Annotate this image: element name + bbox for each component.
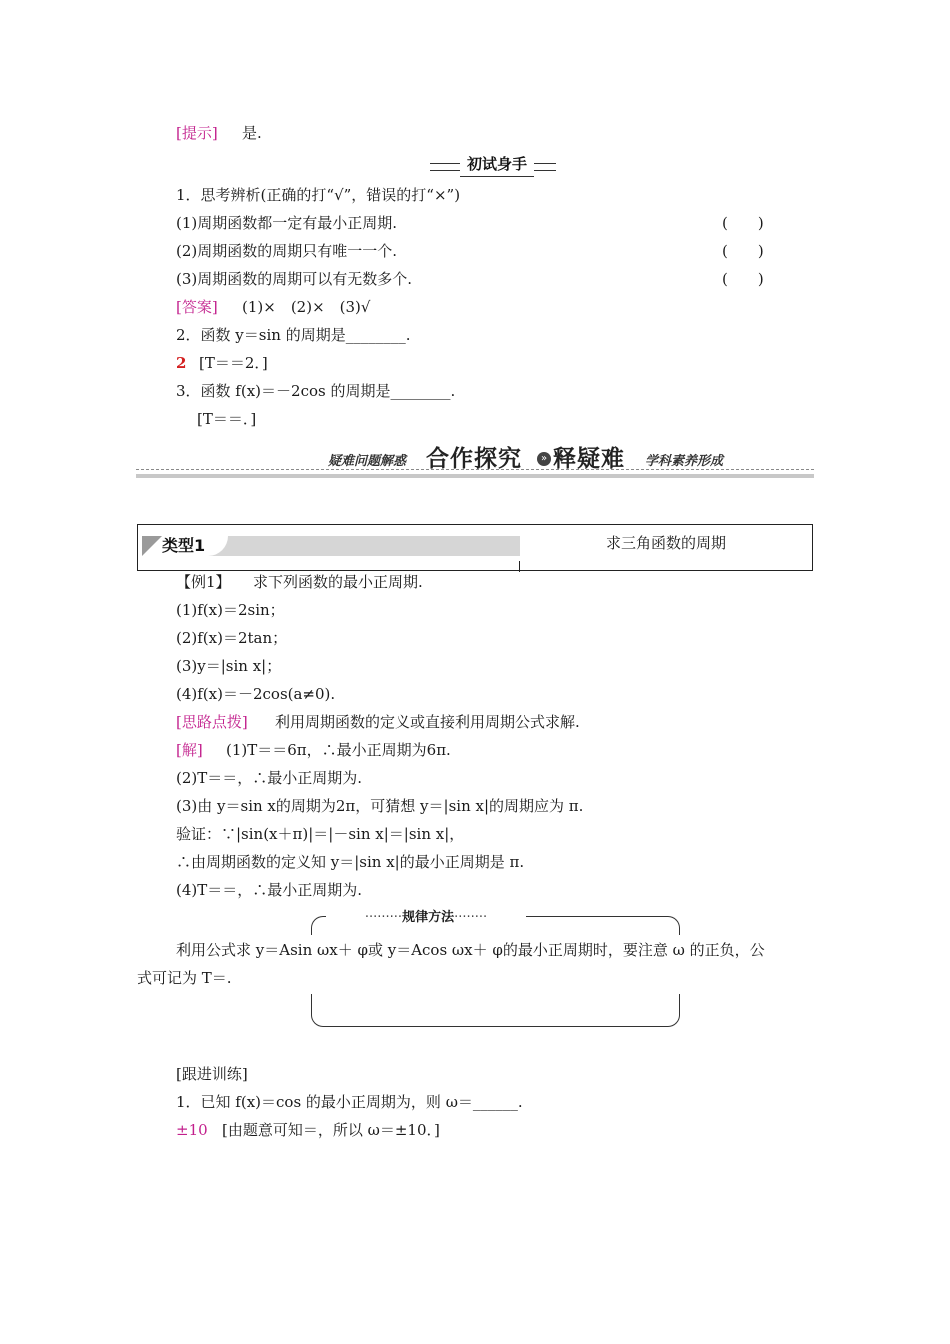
q1-item-3-paren: ( ) <box>722 270 764 288</box>
q2-stem: 2．函数 y＝sin 的周期是________. <box>176 326 411 344</box>
solution-line-4: 验证：∵|sin(x＋π)|＝|－sin x|＝|sin x|， <box>176 825 465 843</box>
method-frame-bottom <box>311 994 680 1027</box>
type-box <box>137 524 813 571</box>
solution-line-1: (1)T＝＝6π，∴最小正周期为6π. <box>226 741 451 759</box>
idea-text: 利用周期函数的定义或直接利用周期公式求解. <box>275 713 580 731</box>
section-rule-dashed <box>136 469 814 470</box>
example-stem: 求下列函数的最小正周期. <box>253 573 423 591</box>
solution-label: [解] <box>176 741 203 759</box>
section-arrow-icon: » <box>537 452 551 466</box>
method-label: ·········规律方法········ <box>326 908 526 928</box>
q1-item-1-paren: ( ) <box>722 214 764 232</box>
section-title-right: 释疑难 <box>553 446 625 472</box>
followup-answer: ±10 <box>176 1121 208 1139</box>
solution-line-2: (2)T＝＝，∴最小正周期为. <box>176 769 363 787</box>
q2-answer: 2 <box>176 354 187 372</box>
followup-label: [跟进训练] <box>176 1065 248 1083</box>
section-title-left: 合作探究 <box>426 446 522 472</box>
q2-explain: [T＝＝2．] <box>199 354 268 372</box>
hint-text: 是. <box>242 124 262 142</box>
q1-item-2-paren: ( ) <box>722 242 764 260</box>
method-line-2: 式可记为 T＝. <box>137 969 232 987</box>
q1-item-1: (1)周期函数都一定有最小正周期. <box>176 214 398 232</box>
solution-line-5: ∴由周期函数的定义知 y＝|sin x|的最小正周期是 π. <box>176 853 525 871</box>
method-title: 规律方法 <box>402 910 455 925</box>
example-item-1: (1)f(x)＝2sin； <box>176 601 285 619</box>
q1-item-2: (2)周期函数的周期只有唯一一个. <box>176 242 398 260</box>
hint-label: [提示] <box>176 124 218 142</box>
followup-q1: 1．已知 f(x)＝cos 的最小正周期为，则 ω＝______. <box>176 1093 523 1111</box>
q3-stem: 3．函数 f(x)＝－2cos 的周期是________. <box>176 382 456 400</box>
section-rule-bar <box>136 474 814 478</box>
type-tab <box>142 536 520 556</box>
practice-banner <box>430 152 556 176</box>
example-label: 【例1】 <box>176 573 231 591</box>
q1-answer-text: (1)× (2)× (3)√ <box>242 298 371 316</box>
practice-banner-title: 初试身手 <box>460 152 534 177</box>
idea-label: [思路点拨] <box>176 713 248 731</box>
q3-explain: [T＝＝．] <box>197 410 257 428</box>
solution-line-6: (4)T＝＝，∴最小正周期为. <box>176 881 363 899</box>
section-right-caption: 学科素养形成 <box>645 454 724 469</box>
type-title: 求三角函数的周期 <box>605 534 726 552</box>
followup-explain: [由题意可知＝，所以 ω＝±10．] <box>222 1121 440 1139</box>
q1-answer-label: [答案] <box>176 298 218 316</box>
solution-line-3: (3)由 y＝sin x的周期为2π，可猜想 y＝|sin x|的周期应为 π. <box>176 797 584 815</box>
example-item-4: (4)f(x)＝－2cos(a≠0). <box>176 685 336 703</box>
type-tag: 类型1 <box>162 536 206 555</box>
q1-stem: 1．思考辨析(正确的打“√”，错误的打“×”) <box>176 186 461 204</box>
method-line-1: 利用公式求 y＝Asin ωx＋ φ或 y＝Acos ωx＋ φ的最小正周期时，要注意 ω 的正负，公 <box>176 941 765 959</box>
section-left-caption: 疑难问题解惑 <box>328 454 407 469</box>
example-item-3: (3)y＝|sin x|； <box>176 657 282 675</box>
q1-item-3: (3)周期函数的周期可以有无数多个. <box>176 270 413 288</box>
example-item-2: (2)f(x)＝2tan； <box>176 629 288 647</box>
